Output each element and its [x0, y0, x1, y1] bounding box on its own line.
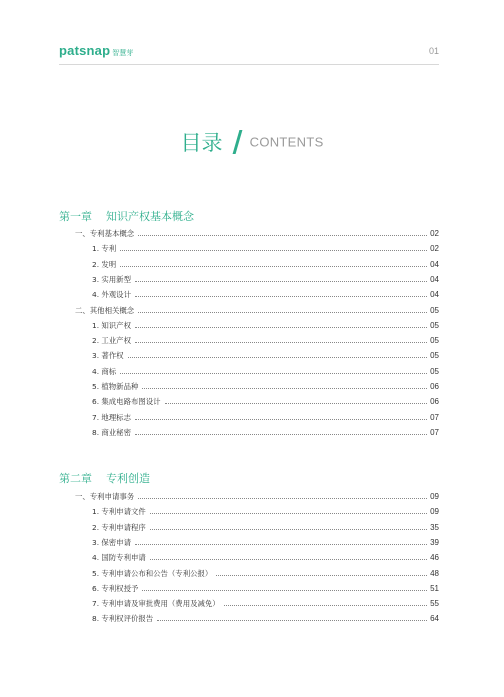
- toc-entry-label: 7. 地理标志: [92, 412, 131, 422]
- page-header: [59, 43, 439, 59]
- toc-entry-page: 04: [430, 259, 439, 269]
- dot-leader: [150, 513, 427, 514]
- toc-title-english: CONTENTS: [249, 134, 324, 150]
- toc-entry[interactable]: [92, 505, 439, 519]
- toc-entry-label: 一、专利申请事务: [75, 492, 135, 501]
- toc-entry-page: 05: [430, 320, 439, 330]
- brand-logo: [59, 43, 133, 58]
- toc-entry-page: 48: [430, 568, 439, 578]
- logo-chinese-name: 智慧芽: [112, 49, 134, 57]
- toc-title: [0, 127, 504, 157]
- toc-entry[interactable]: [75, 227, 439, 241]
- toc-entry-label: 4. 国防专利申请: [92, 553, 146, 563]
- toc-entry-page: 05: [430, 336, 439, 346]
- chapter-number: 第一章: [59, 210, 92, 223]
- toc-entry-label: 7. 专利申请及审批费用（费用及减免）: [92, 599, 220, 609]
- chapter-name: 知识产权基本概念: [106, 210, 194, 223]
- dot-leader: [135, 327, 427, 328]
- toc-entry[interactable]: [92, 272, 439, 286]
- toc-entry-page: 02: [430, 229, 439, 238]
- toc-entry-label: 1. 专利: [92, 244, 117, 254]
- title-slash-divider: [232, 130, 242, 154]
- toc-entry[interactable]: [92, 334, 439, 348]
- dot-leader: [150, 529, 427, 530]
- toc-entry-page: 07: [430, 427, 439, 437]
- toc-entry-page: 07: [430, 412, 439, 422]
- toc-entry-label: 4. 商标: [92, 366, 117, 376]
- toc-entry-page: 09: [430, 507, 439, 517]
- toc-entry[interactable]: [92, 395, 439, 409]
- chapter-name: 专利创造: [106, 472, 150, 485]
- chapter-heading: [59, 208, 194, 224]
- toc-entry-page: 35: [430, 522, 439, 532]
- toc-entry-page: 64: [430, 614, 439, 624]
- toc-entry[interactable]: [92, 242, 439, 256]
- chapter-number: 第二章: [59, 472, 92, 485]
- toc-entry-page: 46: [430, 553, 439, 563]
- dot-leader: [165, 403, 428, 404]
- dot-leader: [135, 544, 427, 545]
- toc-entry[interactable]: [92, 535, 439, 549]
- toc-entry[interactable]: [75, 303, 439, 317]
- dot-leader: [120, 250, 427, 251]
- toc-entry-label: 6. 专利权授予: [92, 583, 139, 593]
- dot-leader: [120, 266, 427, 267]
- toc-entry-page: 04: [430, 290, 439, 300]
- toc-entry-label: 一、专利基本概念: [75, 229, 135, 238]
- toc-entry[interactable]: [92, 364, 439, 378]
- toc-entry-label: 5. 专利申请公布和公告（专利公报）: [92, 568, 213, 578]
- dot-leader: [135, 296, 427, 297]
- toc-entry[interactable]: [92, 612, 439, 626]
- toc-entry[interactable]: [92, 349, 439, 363]
- toc-entry-label: 8. 商业秘密: [92, 427, 131, 437]
- dot-leader: [135, 342, 427, 343]
- toc-title-chinese: 目录: [180, 131, 223, 155]
- dot-leader: [138, 235, 427, 236]
- toc-entry-label: 4. 外观设计: [92, 290, 131, 300]
- dot-leader: [224, 605, 427, 606]
- dot-leader: [128, 357, 428, 358]
- dot-leader: [135, 419, 427, 420]
- toc-entry[interactable]: [92, 551, 439, 565]
- toc-entry-page: 02: [430, 244, 439, 254]
- toc-entry-label: 3. 实用新型: [92, 274, 131, 284]
- toc-entry-page: 09: [430, 492, 439, 501]
- dot-leader: [138, 312, 427, 313]
- toc-entry-label: 2. 工业产权: [92, 336, 131, 346]
- toc-entry-label: 二、其他相关概念: [75, 305, 135, 315]
- toc-entry-page: 39: [430, 537, 439, 547]
- page-number: 01: [428, 46, 439, 56]
- toc-entry-page: 06: [430, 397, 439, 407]
- toc-entry-page: 51: [430, 583, 439, 593]
- dot-leader: [216, 575, 427, 576]
- toc-entry[interactable]: [92, 410, 439, 424]
- toc-entry-label: 1. 专利申请文件: [92, 507, 146, 517]
- toc-entry-label: 5. 植物新品种: [92, 382, 139, 391]
- toc-entry-page: 55: [430, 599, 439, 609]
- dot-leader: [157, 620, 427, 621]
- toc-entry-label: 3. 保密申请: [92, 537, 131, 547]
- toc-entry-page: 04: [430, 274, 439, 284]
- dot-leader: [150, 559, 427, 560]
- dot-leader: [138, 498, 427, 499]
- toc-entry-label: 8. 专利权评价报告: [92, 614, 154, 624]
- dot-leader: [142, 388, 427, 389]
- toc-entry[interactable]: [92, 257, 439, 271]
- toc-entry-label: 2. 专利申请程序: [92, 522, 146, 532]
- toc-entry-page: 05: [430, 351, 439, 361]
- toc-entry[interactable]: [92, 520, 439, 534]
- dot-leader: [135, 281, 427, 282]
- toc-entry[interactable]: [92, 581, 439, 595]
- toc-entry[interactable]: [92, 425, 439, 439]
- toc-entry-page: 06: [430, 382, 439, 391]
- toc-entry[interactable]: [92, 566, 439, 580]
- toc-entry[interactable]: [75, 490, 439, 504]
- logo-wordmark: patsnap: [59, 43, 111, 58]
- toc-entry[interactable]: [92, 318, 439, 332]
- toc-entry-label: 1. 知识产权: [92, 320, 131, 330]
- toc-entry[interactable]: [92, 597, 439, 611]
- toc-entry[interactable]: [92, 380, 439, 394]
- toc-entry-page: 05: [430, 305, 439, 315]
- dot-leader: [120, 373, 427, 374]
- header-divider: [59, 64, 439, 65]
- dot-leader: [142, 590, 427, 591]
- toc-entry-page: 05: [430, 366, 439, 376]
- toc-entry-label: 3. 著作权: [92, 351, 124, 361]
- toc-entry-label: 2. 发明: [92, 259, 117, 269]
- dot-leader: [135, 434, 427, 435]
- chapter-heading: [59, 470, 150, 486]
- toc-entry-label: 6. 集成电路布图设计: [92, 397, 161, 407]
- toc-entry[interactable]: [92, 288, 439, 302]
